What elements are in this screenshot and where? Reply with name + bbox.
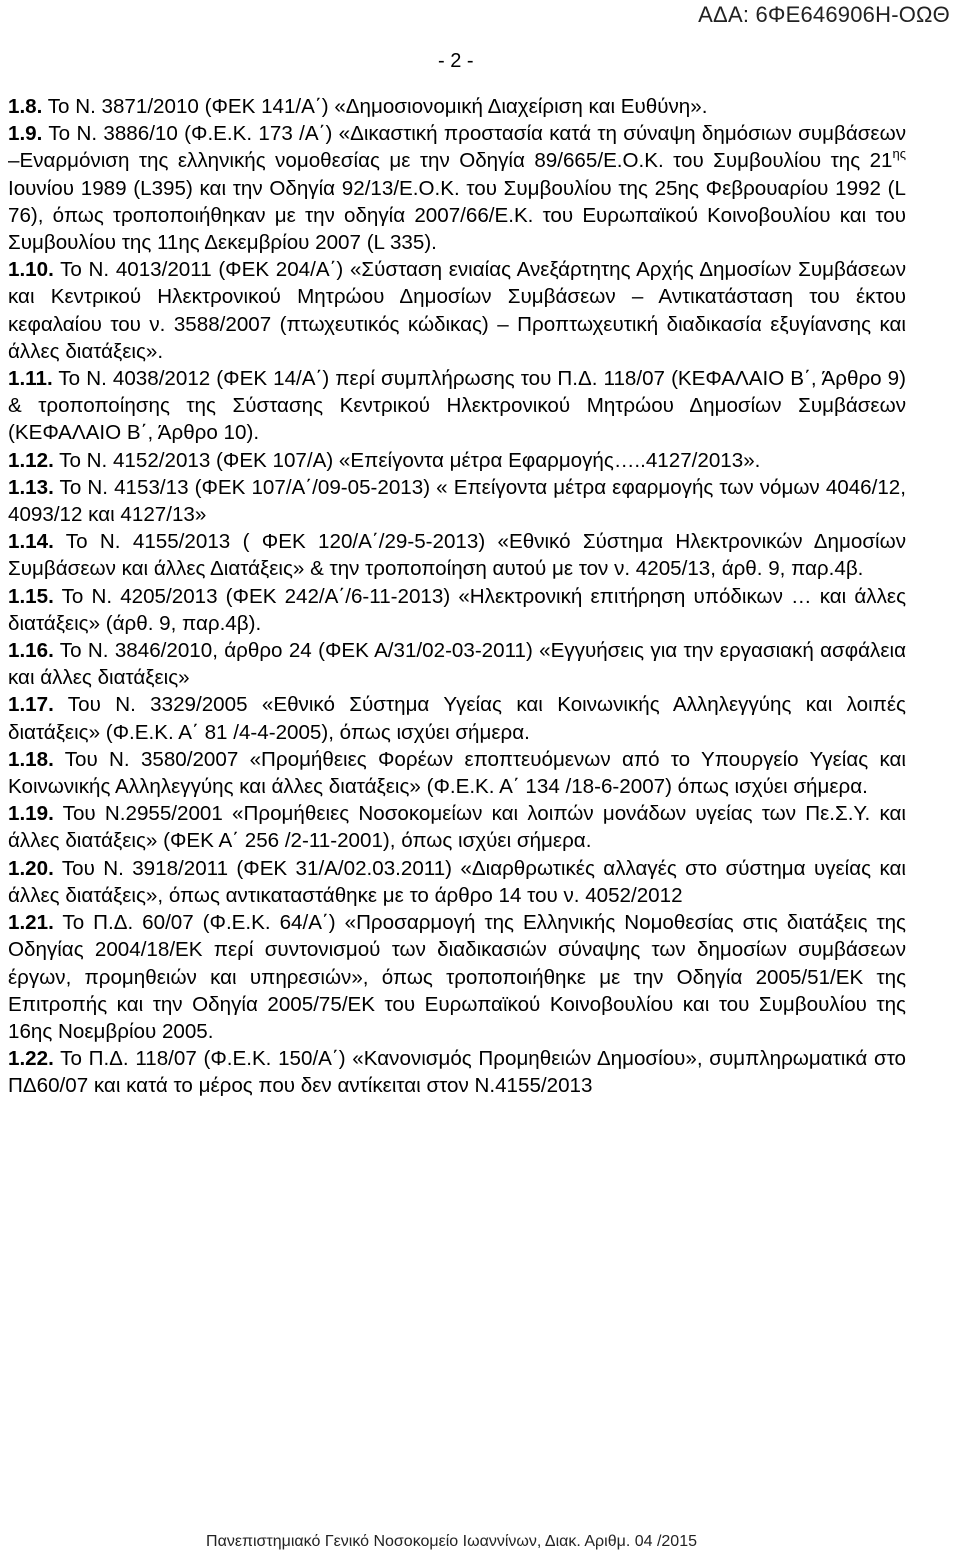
- item-number: 1.9.: [8, 122, 43, 146]
- item-number: 1.11.: [8, 367, 53, 391]
- item-text: Του Ν. 3918/2011 (ΦΕΚ 31/Α/02.03.2011) «Διαρθρωτικές αλλαγές στο σύστημα υγείας και άλλες διατάξεις», όπως αντικαταστάθηκε με το άρθρο 14 του ν. 4052/2012: [8, 856, 906, 907]
- list-item: [8, 800, 906, 854]
- item-text: Το Ν. 3871/2010 (ΦΕΚ 141/Α΄) «Δημοσιονομική Διαχείριση και Ευθύνη».: [42, 95, 708, 118]
- item-number: 1.14.: [8, 530, 54, 554]
- item-text: Το Ν. 4152/2013 (ΦΕΚ 107/Α) «Επείγοντα μέτρα Εφαρμογής…..4127/2013».: [53, 448, 761, 472]
- list-item: [8, 365, 906, 447]
- item-text: Το Π.Δ. 60/07 (Φ.Ε.Κ. 64/Α΄) «Προσαρμογή της Ελληνικής Νομοθεσίας στις διατάξεις της Οδηγίας 2004/18/ΕΚ περί συντονισμού των διαδικασιών σύναψης των δημοσίων συμβάσεων έργων, προμηθειών και υπηρεσιών», όπως τροποποιήθηκε με την Οδηγία 2005/51/ΕΚ της Επιτροπής και την Οδηγία 2005/75/ΕΚ του Ευρωπαϊκού Κοινοβουλίου και του Συμβουλίου της 16ης Νοεμβρίου 2005.: [8, 911, 906, 1043]
- list-item: [8, 120, 906, 256]
- page-footer: Πανεπιστημιακό Γενικό Νοσοκομείο Ιωαννίνων, Διακ. Αριθμ. 04 /2015: [206, 1533, 697, 1550]
- item-text: Το Ν. 4038/2012 (ΦΕΚ 14/Α΄) περί συμπλήρωσης του Π.Δ. 118/07 (ΚΕΦΑΛΑΙΟ Β΄, Άρθρο 9) & τροποποίησης της Σύστασης Κεντρικού Ηλεκτρονικού Μητρώου Δημοσίων Συμβάσεων (ΚΕΦΑΛΑΙΟ Β΄, Άρθρο 10).: [8, 367, 906, 445]
- list-item: [8, 855, 906, 909]
- item-text: Του Ν. 3329/2005 «Εθνικό Σύστημα Υγείας και Κοινωνικής Αλληλεγγύης και λοιπές διατάξεις» (Φ.Ε.Κ. Α΄ 81 /4-4-2005), όπως ισχύει σήμερα.: [8, 693, 906, 744]
- list-item: [8, 474, 906, 528]
- list-item: [8, 1045, 906, 1099]
- item-text: Το Ν. 4205/2013 (ΦΕΚ 242/Α΄/6-11-2013) «Ηλεκτρονική επιτήρηση υπόδικων … και άλλες διατάξεις» (άρθ. 9, παρ.4β).: [8, 584, 906, 635]
- item-text: Το Ν. 4155/2013 ( ΦΕΚ 120/Α΄/29-5-2013) «Εθνικό Σύστημα Ηλεκτρονικών Δημοσίων Συμβάσεων και άλλες Διατάξεις» & την τροποποίηση αυτού με τον ν. 4205/13, άρθ. 9, παρ.4β.: [8, 530, 906, 581]
- list-item: [8, 637, 906, 691]
- item-number: 1.13.: [8, 475, 54, 499]
- item-text: Το Ν. 4013/2011 (ΦΕΚ 204/Α΄) «Σύσταση ενιαίας Ανεξάρτητης Αρχής Δημοσίων Συμβάσεων και Κεντρικού Ηλεκτρονικού Μητρώου Δημοσίων Συμβάσεων – Αντικατάσταση του έκτου κεφαλαίου του ν. 3588/2007 (πτωχευτικός κώδικας) – Προπτωχευτική διαδικασία εξυγίανσης και άλλες διατάξεις».: [8, 258, 906, 363]
- list-item: [8, 447, 906, 474]
- item-number: 1.15.: [8, 584, 54, 608]
- item-number: 1.12.: [8, 448, 54, 472]
- item-number: 1.16.: [8, 639, 54, 663]
- item-number: 1.17.: [8, 693, 54, 717]
- list-item: [8, 909, 906, 1045]
- item-text: Του Ν. 3580/2007 «Προμήθειες Φορέων εποπτευόμενων από το Υπουργείο Υγείας και Κοινωνικής Αλληλεγγύης και άλλες διατάξεις» (Φ.Ε.Κ. Α΄ 134 /18-6-2007) όπως ισχύει σήμερα.: [8, 747, 906, 799]
- item-number: 1.8.: [8, 95, 43, 118]
- item-number: 1.21.: [8, 911, 54, 935]
- list-item: [8, 93, 906, 120]
- item-text-continued: Ιουνίου 1989 (L395) και την Οδηγία 92/13/Ε.Ο.Κ. του Συμβουλίου της 25ης Φεβρουαρίου 1992 (L 76), όπως τροποποιήθηκαν με την οδηγία 2007/66/Ε.Κ. του Ευρωπαϊκού Κοινοβουλίου και του Συμβουλίου της 11ης Δεκεμβρίου 2007 (L 335).: [8, 176, 906, 255]
- ordinal-superscript: ης: [892, 146, 906, 162]
- page-number: - 2 -: [438, 50, 474, 72]
- ada-code: ΑΔΑ: 6ΦΕ646906Η-ΟΩΘ: [698, 2, 950, 27]
- list-item: [8, 256, 906, 365]
- legal-references-list: [8, 93, 906, 1100]
- item-text: Το Π.Δ. 118/07 (Φ.Ε.Κ. 150/Α΄) «Κανονισμός Προμηθειών Δημοσίου», συμπληρωματικά στο ΠΔ60/07 και κατά το μέρος που δεν αντίκειται στον Ν.4155/2013: [8, 1047, 906, 1098]
- list-item: [8, 528, 906, 582]
- item-number: 1.19.: [8, 802, 54, 826]
- item-number: 1.10.: [8, 258, 54, 282]
- item-text: Το Ν. 4153/13 (ΦΕΚ 107/Α΄/09-05-2013) « Επείγοντα μέτρα εφαρμογής των νόμων 4046/12, 4093/12 και 4127/13»: [8, 475, 906, 527]
- item-text: Του Ν.2955/2001 «Προμήθειες Νοσοκομείων και λοιπών μονάδων υγείας των Πε.Σ.Υ. και άλλες διατάξεις» (ΦΕΚ Α΄ 256 /2-11-2001), όπως ισχύει σήμερα.: [8, 802, 906, 853]
- list-item: [8, 746, 906, 800]
- item-number: 1.18.: [8, 747, 54, 771]
- list-item: [8, 691, 906, 745]
- list-item: [8, 583, 906, 637]
- item-text: Το Ν. 3846/2010, άρθρο 24 (ΦΕΚ Α/31/02-03-2011) «Εγγυήσεις για την εργασιακή ασφάλεια και άλλες διατάξεις»: [8, 639, 906, 690]
- item-number: 1.22.: [8, 1047, 54, 1071]
- item-text: Το Ν. 3886/10 (Φ.Ε.Κ. 173 /Α΄) «Δικαστική προστασία κατά τη σύναψη δημόσιων συμβάσεων –Εναρμόνιση της ελληνικής νομοθεσίας με την Οδηγία 89/665/Ε.Ο.Κ. του Συμβουλίου της 21: [8, 122, 906, 173]
- item-number: 1.20.: [8, 856, 54, 880]
